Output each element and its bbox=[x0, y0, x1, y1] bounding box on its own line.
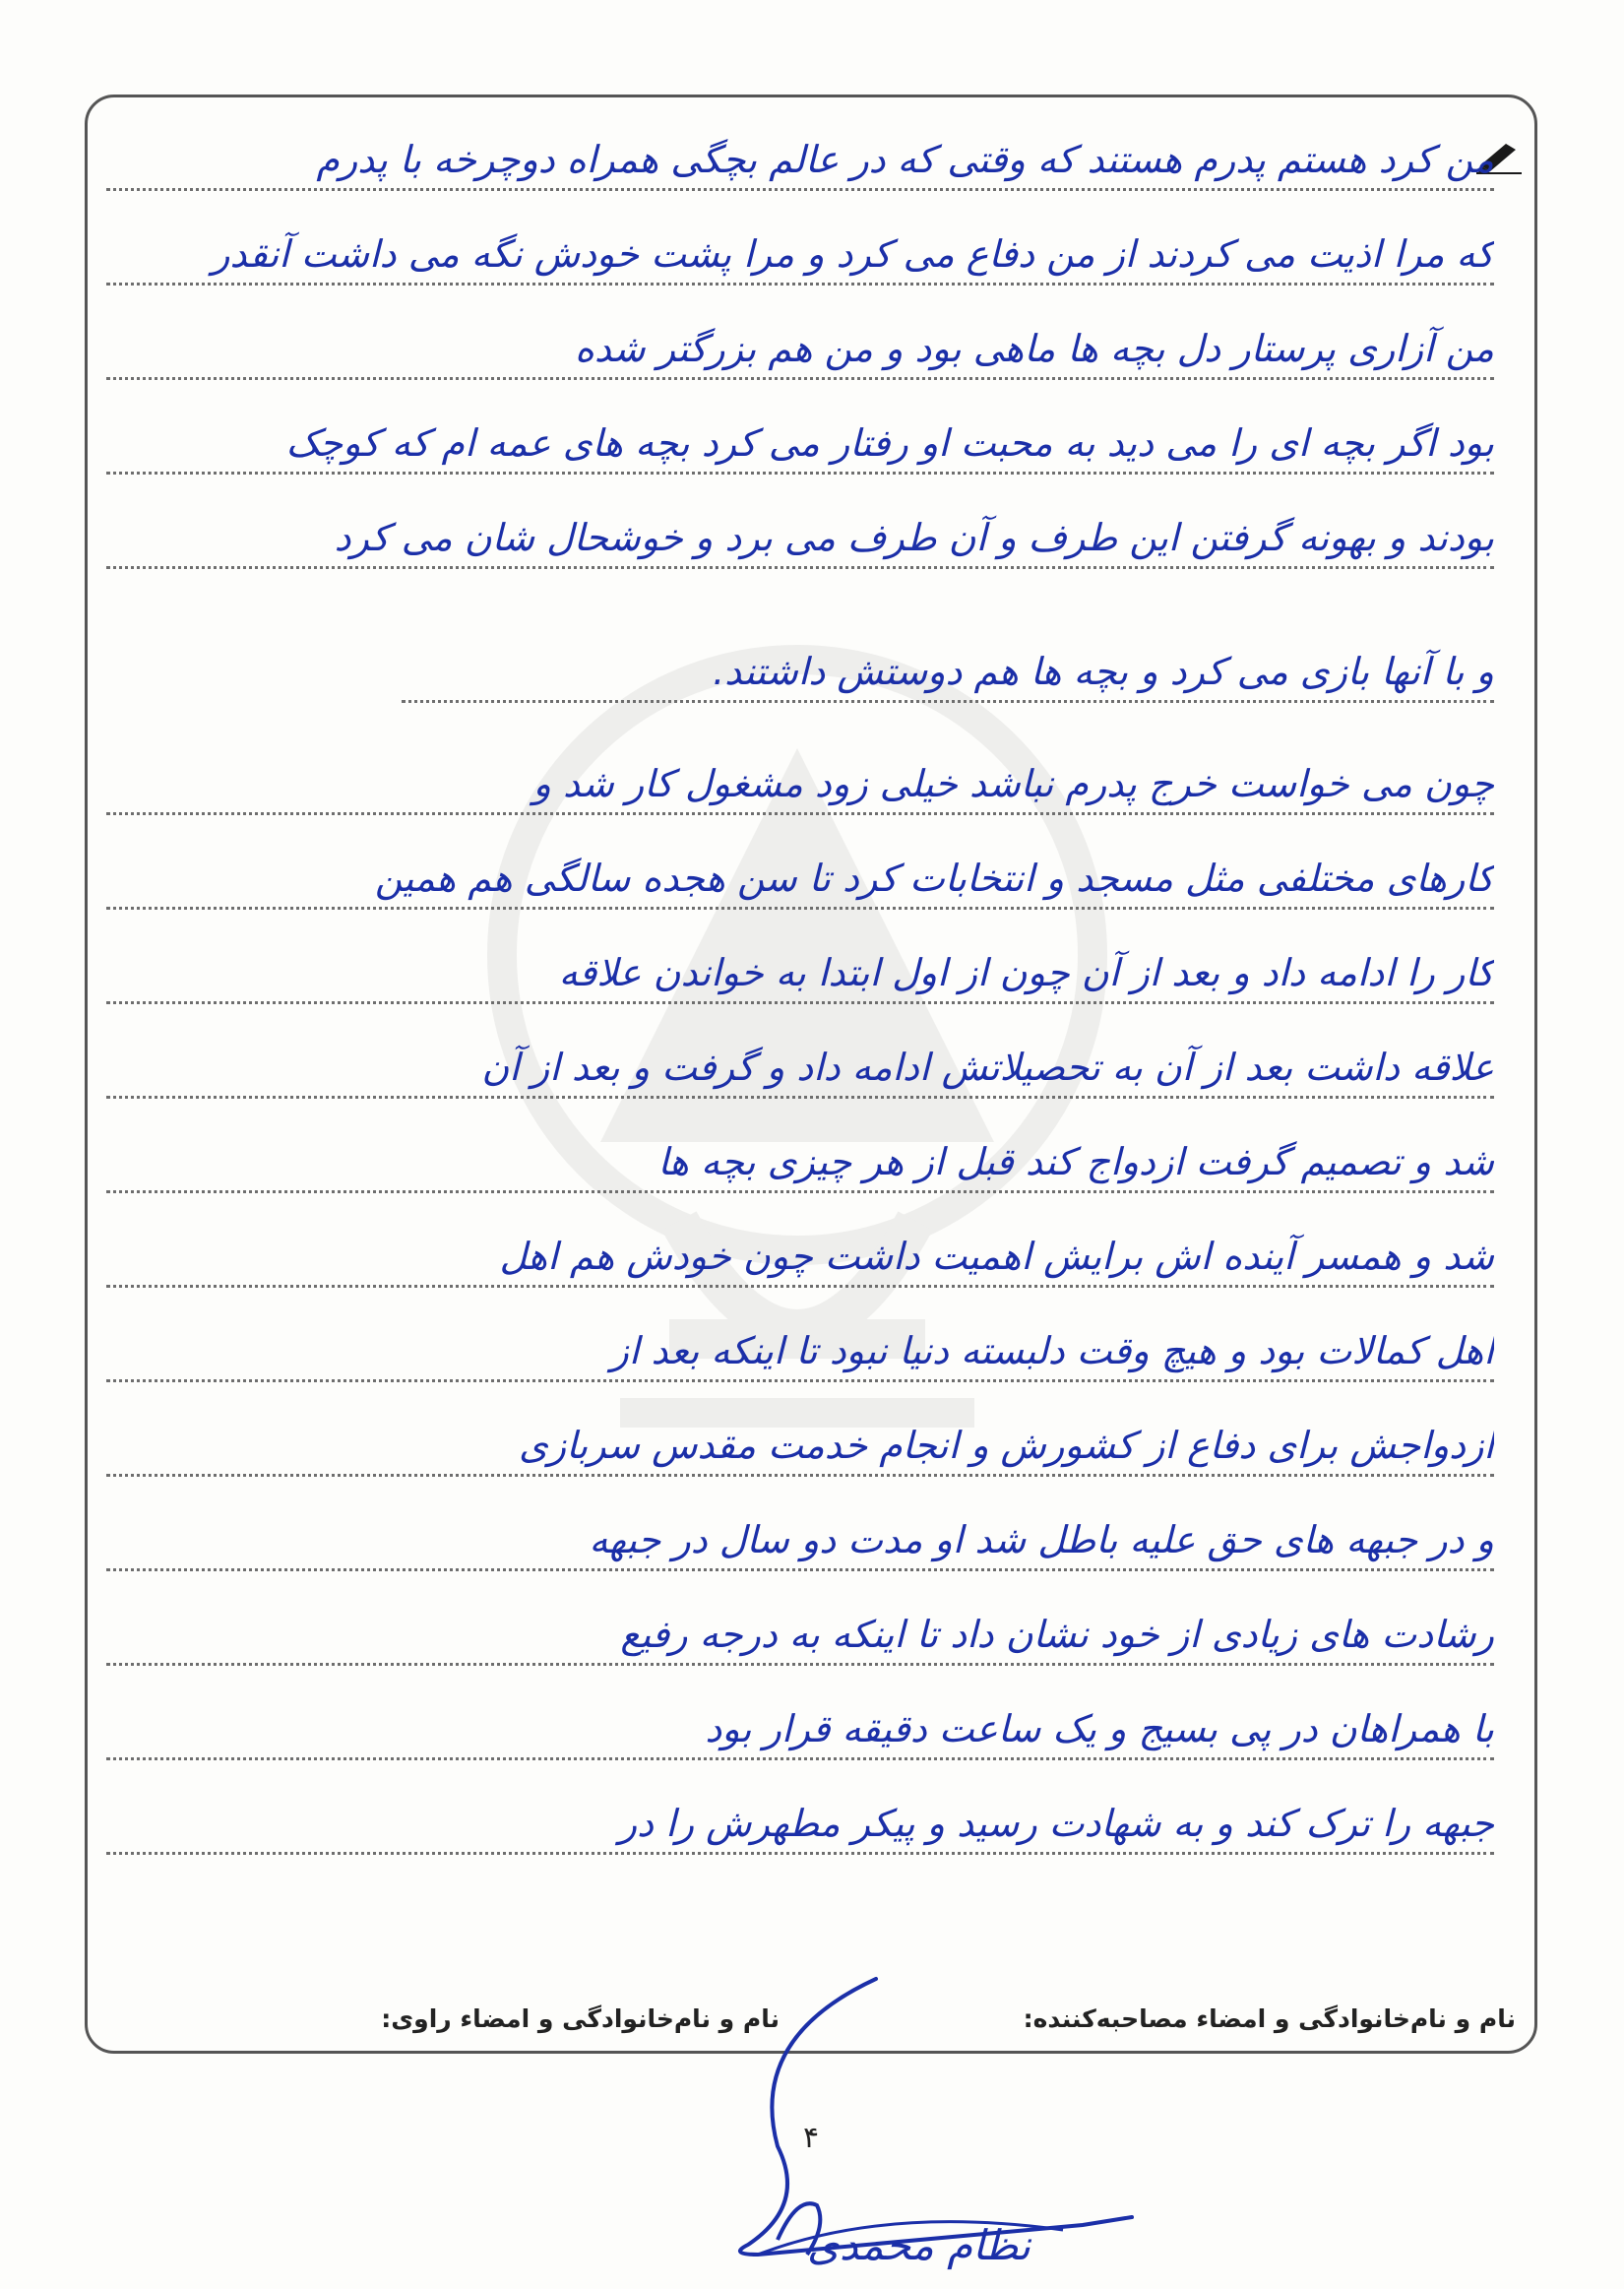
text-line: رشادت های زیادی از خود نشان داد تا اینکه به درجه رفیع bbox=[106, 1603, 1494, 1666]
signature-name: نظام محمدی bbox=[807, 2221, 1031, 2269]
interviewer-signature-label: نام و نام‌خانوادگی و امضاء مصاحبه‌کننده: bbox=[1023, 2004, 1516, 2033]
text-line: بودند و بهونه گرفتن این طرف و آن طرف می برد و خوشحال شان می کرد bbox=[106, 506, 1494, 569]
text-line: من آزاری پرستار دل بچه ها ماهی بود و من هم بزرگتر شده bbox=[106, 317, 1494, 380]
text-line: و در جبهه های حق علیه باطل شد او مدت دو سال در جبهه bbox=[106, 1508, 1494, 1571]
text-line: کار را ادامه داد و بعد از آن چون از اول ابتدا به خواندن علاقه bbox=[106, 941, 1494, 1004]
text-line: که مرا اذیت می کردند از من دفاع می کرد و مرا پشت خودش نگه می داشت آنقدر bbox=[106, 223, 1494, 286]
text-line: شد و تصمیم گرفت ازدواج کند قبل از هر چیزی بچه ها bbox=[106, 1130, 1494, 1193]
handwritten-text-area bbox=[106, 0, 1504, 2289]
text-line: و با آنها بازی می کرد و بچه ها هم دوستش داشتند. bbox=[402, 640, 1494, 703]
text-line: بود اگر بچه ای را می دید به محبت او رفتار می کرد بچه های عمه ام که کوچک bbox=[106, 412, 1494, 475]
text-line: جبهه را ترک کند و به شهادت رسید و پیکر مطهرش را در bbox=[106, 1792, 1494, 1855]
text-line: کارهای مختلفی مثل مسجد و انتخابات کرد تا سن هجده سالگی هم همین bbox=[106, 847, 1494, 910]
text-line: با همراهان در پی بسیج و یک ساعت دقیقه قرار بود bbox=[106, 1697, 1494, 1760]
text-line: علاقه داشت بعد از آن به تحصیلاتش ادامه داد و گرفت و بعد از آن bbox=[106, 1036, 1494, 1099]
narrator-signature-label: نام و نام‌خانوادگی و امضاء راوی: bbox=[381, 2004, 780, 2033]
text-line: اهل کمالات بود و هیچ وقت دلبسته دنیا نبود تا اینکه بعد از bbox=[106, 1319, 1494, 1382]
text-line: چون می خواست خرج پدرم نباشد خیلی زود مشغول کار شد و bbox=[106, 752, 1494, 815]
text-line: من کرد هستم پدرم هستند که وقتی که در عالم بچگی همراه دوچرخه با پدرم bbox=[106, 128, 1494, 191]
text-line: شد و همسر آینده اش برایش اهمیت داشت چون خودش هم اهل bbox=[106, 1225, 1494, 1288]
page-number: ۴ bbox=[803, 2121, 820, 2155]
text-line: ازدواجش برای دفاع از کشورش و انجام خدمت مقدس سربازی bbox=[106, 1414, 1494, 1477]
